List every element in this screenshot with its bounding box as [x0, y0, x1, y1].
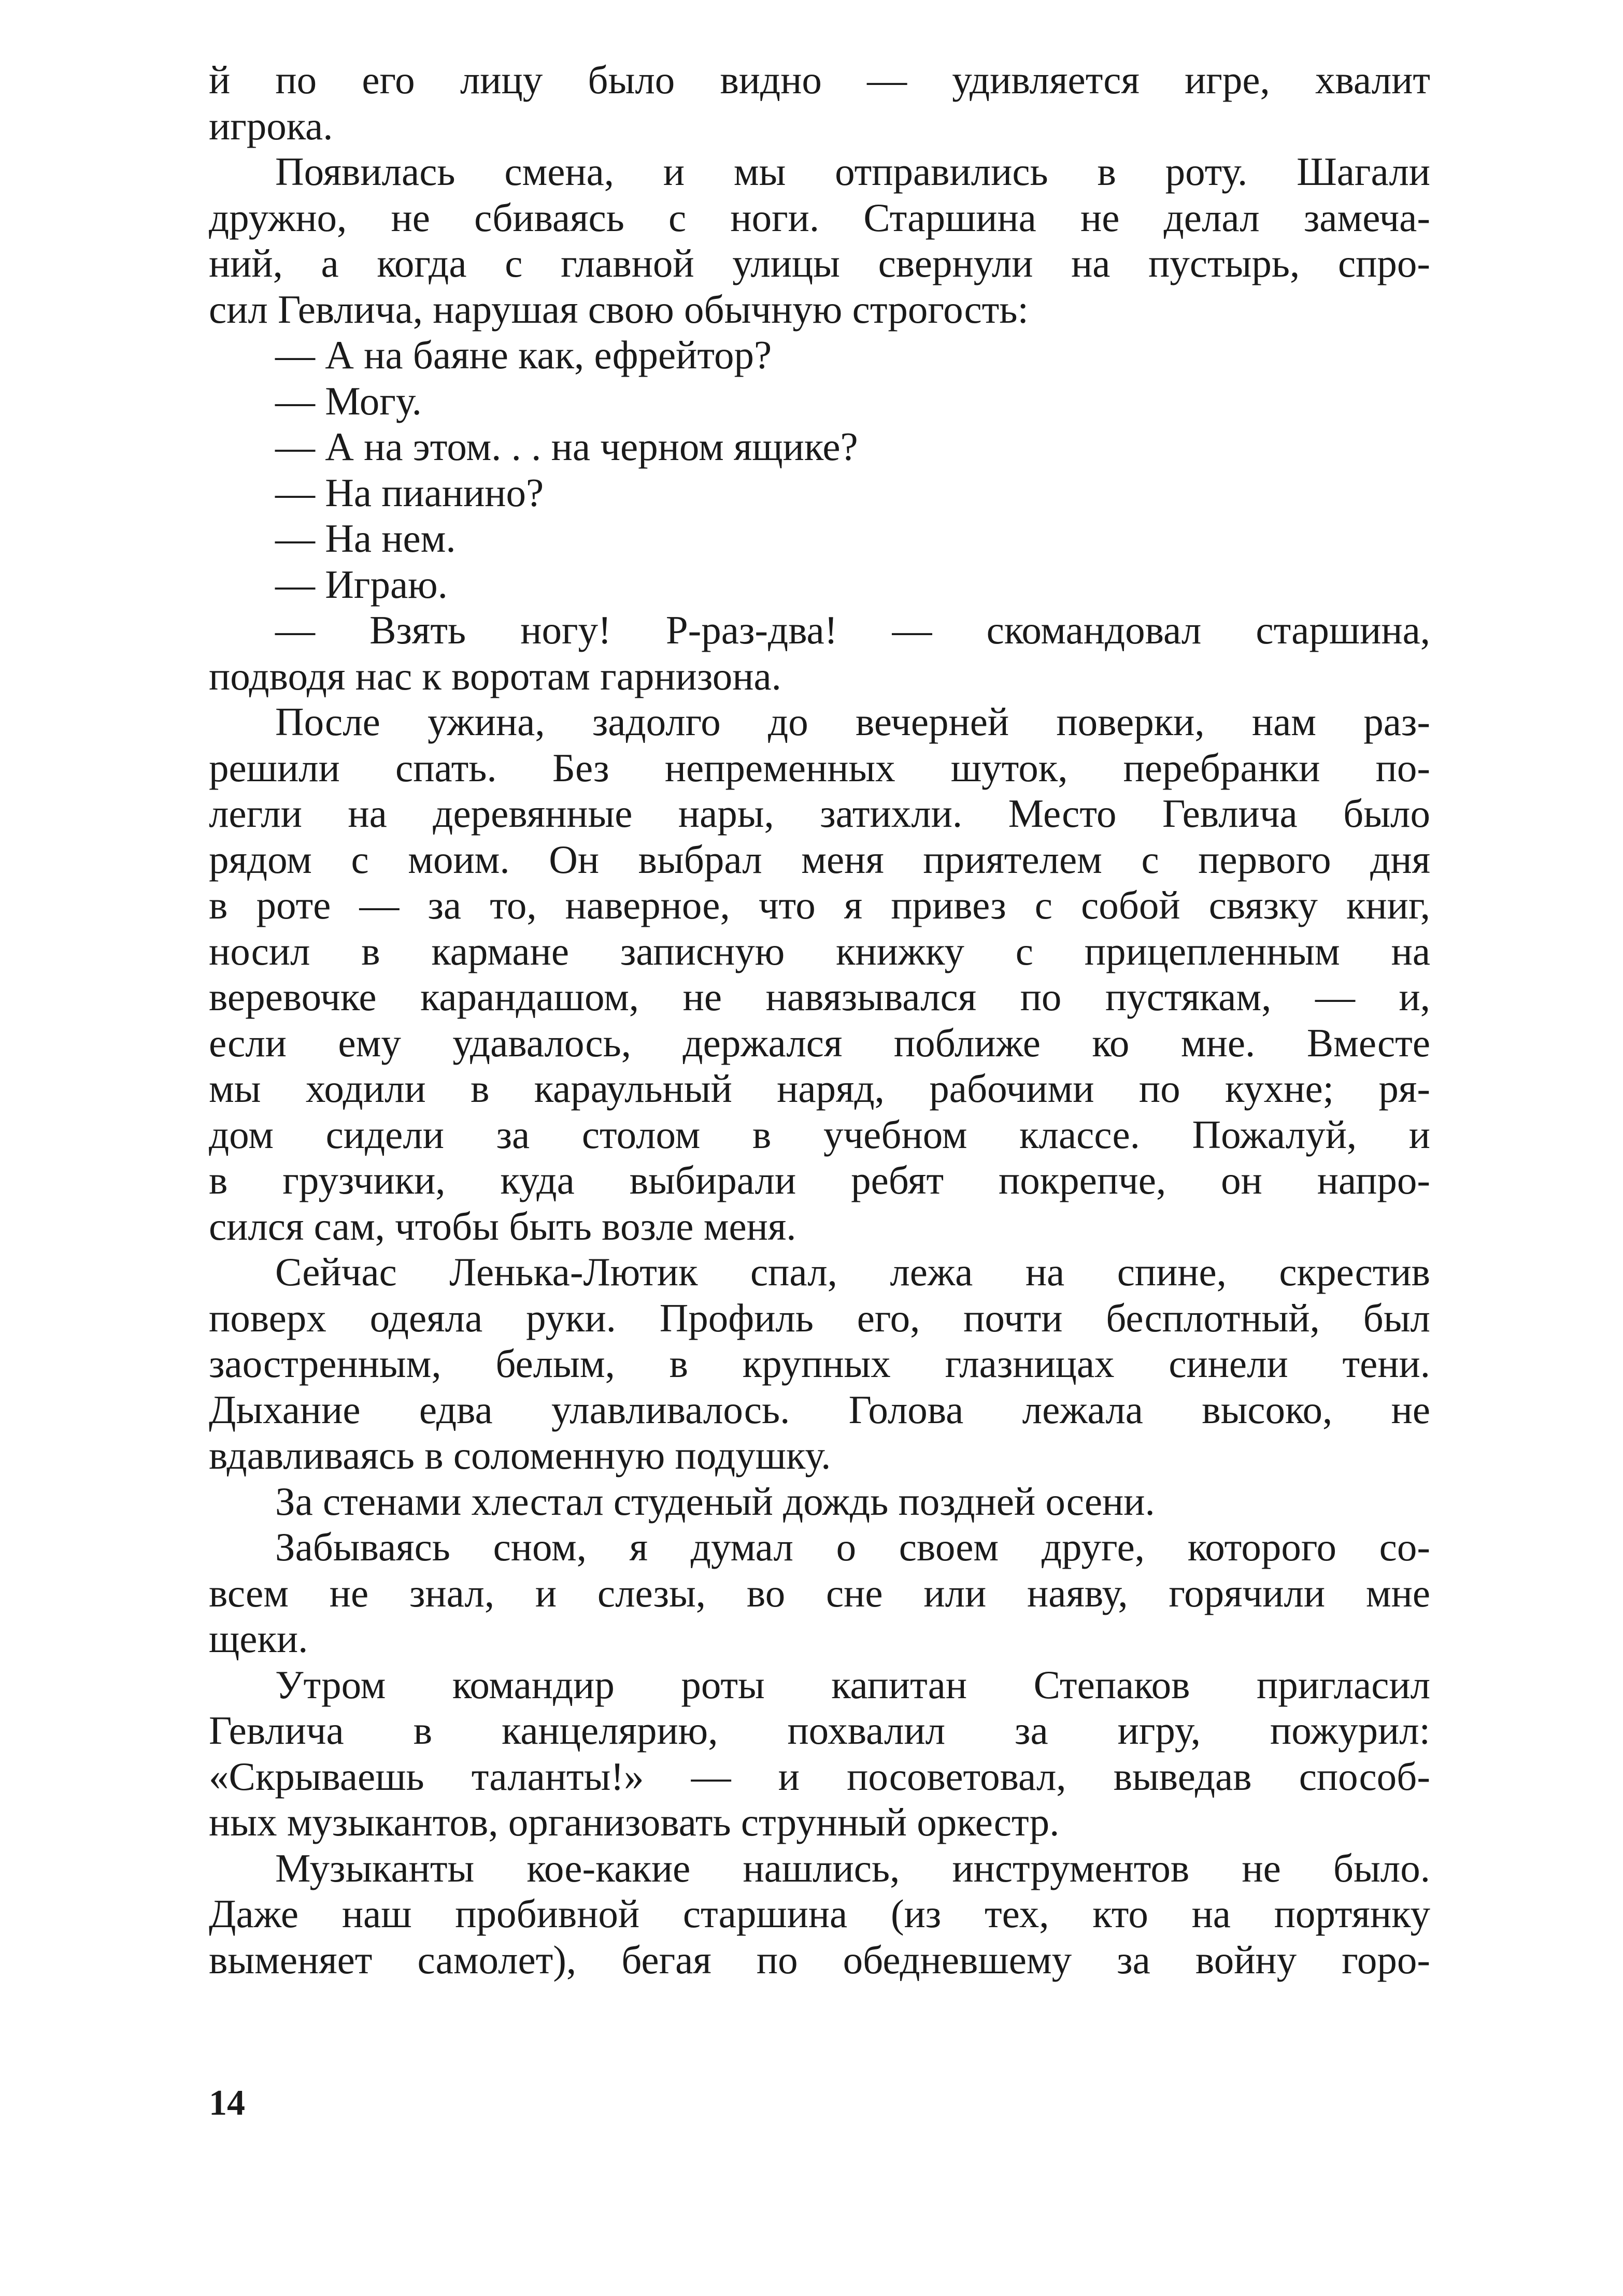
text-line: легли на деревянные нары, затихли. Место Гевлича было: [209, 791, 1430, 836]
text-line: поверх одеяла руки. Профиль его, почти бесплотный, был: [209, 1295, 1430, 1340]
text-line: решили спать. Без непременных шуток, перебранки по-: [209, 745, 1430, 790]
text-line: — А на баяне как, ефрейтор?: [275, 333, 772, 377]
text-line: й по его лицу было видно — удивляется игре, хвалит: [209, 58, 1430, 102]
text-line: щеки.: [209, 1616, 308, 1661]
page-number: 14: [209, 2083, 245, 2123]
text-line: За стенами хлестал студеный дождь поздней осени.: [275, 1479, 1155, 1524]
text-line: подводя нас к воротам гарнизона.: [209, 653, 781, 698]
text-line: рядом с моим. Он выбрал меня приятелем с первого дня: [209, 837, 1430, 882]
text-line: сил Гевлича, нарушая свою обычную строгость:: [209, 286, 1029, 332]
text-line: — Играю.: [275, 562, 448, 607]
text-line: Гевлича в канцелярию, похвалил за игру, пожурил:: [209, 1708, 1430, 1753]
text-line: ных музыкантов, организовать струнный оркестр.: [209, 1800, 1060, 1844]
text-line: Утром командир роты капитан Степаков пригласил: [275, 1662, 1430, 1707]
text-line: всем не знал, и слезы, во сне или наяву, горячили мне: [209, 1570, 1430, 1615]
text-line: дружно, не сбиваясь с ноги. Старшина не делал замеча-: [209, 195, 1430, 240]
body-text: [209, 57, 1430, 1983]
text-line: — Взять ногу! Р-раз-два! — скомандовал старшина,: [275, 608, 1430, 652]
text-line: Даже наш пробивной старшина (из тех, кто на портянку: [209, 1891, 1430, 1936]
text-line: ний, а когда с главной улицы свернули на пустырь, спро-: [209, 241, 1430, 285]
text-line: носил в кармане записную книжку с прицепленным на: [209, 928, 1430, 973]
text-line: Музыканты кое-какие нашлись, инструментов не было.: [275, 1845, 1430, 1890]
text-line: дом сидели за столом в учебном классе. Пожалуй, и: [209, 1112, 1430, 1157]
text-line: — На нем.: [275, 516, 456, 561]
text-line: Появилась смена, и мы отправились в роту. Шагали: [275, 149, 1430, 194]
text-line: выменяет самолет), бегая по обедневшему за войну горо-: [209, 1937, 1430, 1982]
text-line: игрока.: [209, 103, 333, 148]
text-line: Забываясь сном, я думал о своем друге, которого со-: [275, 1525, 1430, 1569]
text-line: — Могу.: [275, 378, 422, 423]
text-line: Дыхание едва улавливалось. Голова лежала высоко, не: [209, 1387, 1430, 1432]
text-line: сился сам, чтобы быть возле меня.: [209, 1203, 796, 1249]
text-line: Сейчас Ленька-Лютик спал, лежа на спине, скрестив: [275, 1250, 1430, 1294]
text-line: вдавливаясь в соломенную подушку.: [209, 1433, 831, 1477]
text-line: После ужина, задолго до вечерней поверки, нам раз-: [275, 699, 1430, 744]
text-line: в роте — за то, наверное, что я привез с собой связку книг,: [209, 883, 1430, 927]
text-line: заостренным, белым, в крупных глазницах синели тени.: [209, 1341, 1430, 1386]
text-line: в грузчики, куда выбирали ребят покрепче, он напро-: [209, 1158, 1430, 1202]
text-line: если ему удавалось, держался поближе ко мне. Вместе: [209, 1020, 1430, 1065]
text-line: — А на этом. . . на черном ящике?: [275, 424, 858, 469]
text-line: — На пианино?: [275, 470, 544, 515]
text-line: «Скрываешь таланты!» — и посоветовал, выведав способ-: [209, 1754, 1430, 1799]
text-line: веревочке карандашом, не навязывался по пустякам, — и,: [209, 974, 1430, 1019]
text-line: мы ходили в караульный наряд, рабочими по кухне; ря-: [209, 1066, 1430, 1111]
